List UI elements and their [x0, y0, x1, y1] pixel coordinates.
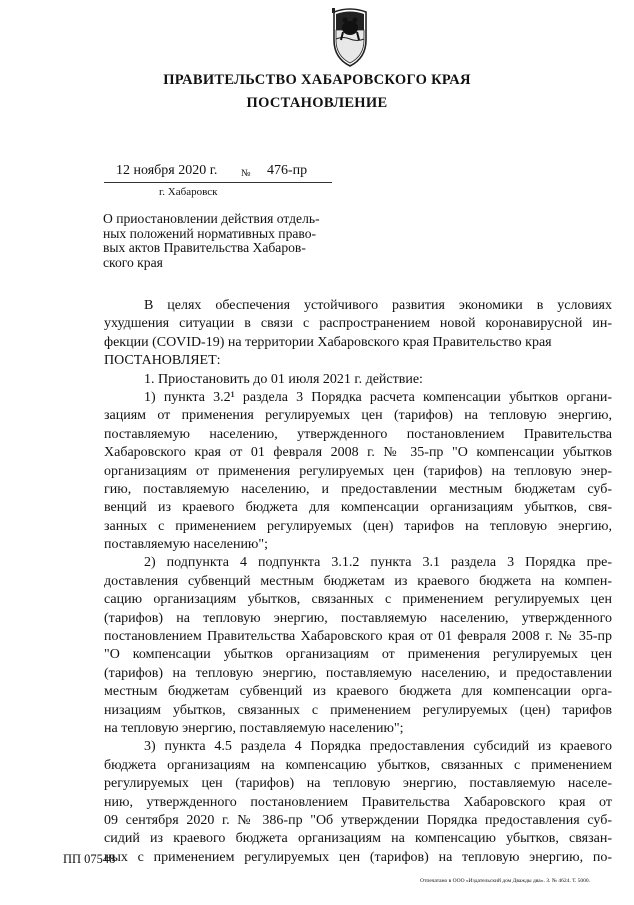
body-line: поставляемую населению"; — [104, 537, 268, 553]
document-type: ПОСТАНОВЛЕНИЕ — [246, 95, 388, 111]
body-line: (тарифов) на тепловую энергию, поставляемую населению, утвержденного — [104, 610, 612, 626]
body-line: ПОСТАНОВЛЯЕТ: — [104, 353, 221, 369]
body-line: доставления субвенций местным бюджетам из краевого бюджета на компен- — [104, 573, 612, 589]
body-line: местным бюджетам субвенций из краевого бюджета для компенсации орга- — [104, 684, 612, 700]
body-line: Хабаровского края от 01 февраля 2008 г. № 35-пр "О компенсации убытков — [104, 445, 612, 461]
body-line: "О компенсации убытков организациям от применения регулируемых цен — [104, 647, 612, 663]
document-date: 12 ноября 2020 г. — [116, 163, 218, 178]
body-line: постановлением Правительства Хабаровского края от 01 февраля 2008 г. № 35-пр — [104, 629, 612, 645]
printer-note: Отпечатано в ООО «Издательский дом Дважды два». З. № 4624. Т. 5000. — [420, 878, 591, 884]
body-line: В целях обеспечения устойчивого развития экономики в условиях — [144, 298, 612, 313]
city: г. Хабаровск — [159, 186, 218, 198]
body-line: нию, утвержденного постановлением Правительства Хабаровского края от — [104, 794, 612, 810]
body-line: сацию организациям убытков, связанных с применением регулируемых цен — [104, 592, 612, 608]
number-sign: № — [241, 168, 251, 179]
body-line: низациям убытков, связанных с применением регулируемых (цен) тарифов — [104, 702, 612, 718]
body-line: 1) пункта 3.2¹ раздела 3 Порядка расчета компенсации убытков органи- — [144, 389, 612, 405]
subject-line: ных положений нормативных право- — [103, 225, 317, 241]
body-line: на тепловую энергию, поставляемую населению"; — [104, 720, 404, 736]
body-line: венций из краевого бюджета для компенсации организациям убытков, свя- — [104, 500, 612, 516]
body-text — [104, 297, 612, 867]
organization-title: ПРАВИТЕЛЬСТВО ХАБАРОВСКОГО КРАЯ — [163, 72, 471, 88]
body-line: 1. Приостановить до 01 июля 2021 г. действие: — [144, 371, 423, 387]
body-line: гию, поставляемую населению, и предоставлении местным бюджетам суб- — [104, 481, 612, 497]
subject-line: О приостановлении действия отдель- — [103, 211, 320, 226]
subject-block — [103, 212, 373, 270]
body-line: 3) пункта 4.5 раздела 4 Порядка предоставления субсидий из краевого — [144, 739, 612, 755]
document-number: 476-пр — [267, 163, 308, 178]
body-line: организациям от применения регулируемых цен (тарифов) на тепловую энер- — [104, 463, 612, 479]
body-line: поставляемую населению, утвержденного постановлением Правительства — [104, 426, 612, 442]
body-line: 09 сентября 2020 г. № 386-пр "Об утверждении Порядка предоставления суб- — [104, 812, 612, 828]
body-line: 2) подпункта 4 подпункта 3.1.2 пункта 3.1 раздела 3 Порядка пре- — [144, 555, 612, 571]
date-number-line — [104, 163, 332, 181]
body-line: фекции (COVID-19) на территории Хабаровского края Правительство края — [104, 334, 552, 350]
body-line: сидий из краевого бюджета организациям на компенсацию убытков, связан- — [104, 831, 612, 847]
body-line: регулируемых цен (тарифов) на тепловую энергию, поставляемую населе- — [104, 776, 612, 792]
subject-line: ского края — [103, 254, 163, 270]
body-line: зациям от применения регулируемых цен (тарифов) на тепловую энергию, — [104, 408, 612, 424]
body-line: занных с применением регулируемых (цен) тарифов на тепловую энергию, — [104, 518, 612, 534]
body-line: ухудшения ситуации в связи с распространением новой коронавирусной ин- — [104, 316, 612, 332]
body-line: (тарифов) на тепловую энергию, поставляемую населению, и предоставлении — [104, 665, 612, 681]
coat-of-arms-icon — [327, 6, 373, 68]
body-line: бюджета организациям на компенсацию убытков, связанных с применением — [104, 757, 612, 773]
body-line: ных с применением регулируемых цен (тарифов) на тепловую энергию, по- — [104, 849, 612, 865]
document-code: ПП 07548 — [63, 852, 116, 866]
date-underline — [104, 182, 332, 183]
subject-line: вых актов Правительства Хабаров- — [103, 240, 306, 255]
